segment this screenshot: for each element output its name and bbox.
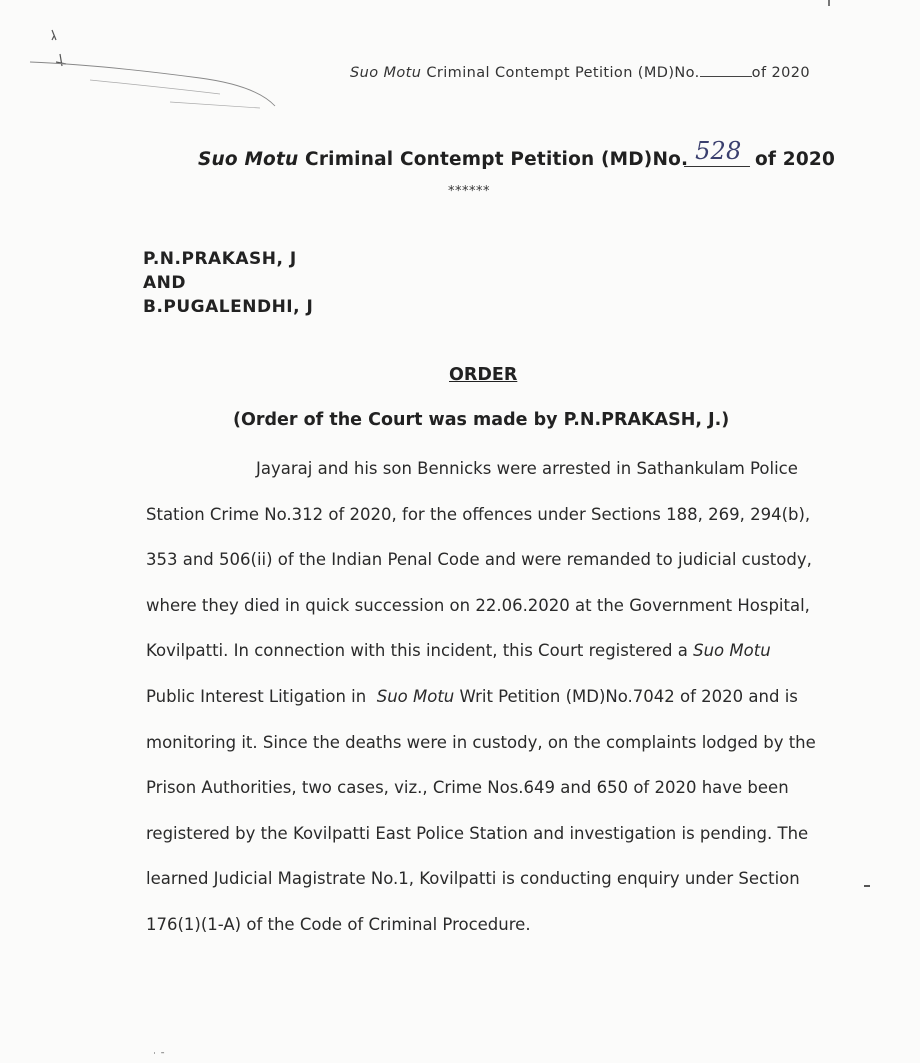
body-line-5 — [146, 628, 828, 674]
body-line: Prison Authorities, two cases, viz., Crime Nos.649 and 650 of 2020 have been — [146, 778, 789, 798]
body-line-text: Public Interest Litigation in — [146, 686, 367, 706]
judge-name: P.N.PRAKASH, J — [143, 249, 297, 269]
order-heading: ORDER — [449, 365, 518, 385]
body-line: Station Crime No.312 of 2020, for the offences under Sections 188, 269, 294(b), — [146, 504, 811, 524]
body-line: monitoring it. Since the deaths were in custody, on the complaints lodged by the — [146, 732, 816, 752]
petition-title — [198, 137, 836, 171]
body-line: registered by the Kovilpatti East Police Station and investigation is pending. The — [146, 823, 809, 843]
body-line: where they died in quick succession on 22.06.2020 at the Government Hospital, — [146, 595, 810, 615]
pen-scribble-mark — [20, 20, 300, 130]
body-line-text: Writ Petition (MD)No.7042 of 2020 and is — [459, 686, 798, 706]
top-ref-italic: Suo Motu — [350, 65, 422, 81]
judge-name: B.PUGALENDHI, J — [143, 297, 314, 317]
separator-stars: ****** — [448, 184, 490, 199]
body-line: learned Judicial Magistrate No.1, Kovilpatti is conducting enquiry under Section — [146, 869, 800, 889]
title-italic: Suo Motu — [198, 149, 299, 170]
judges-block — [143, 247, 313, 319]
top-ref-text: Criminal Contempt Petition (MD)No. — [426, 65, 700, 81]
order-subheading: (Order of the Court was made by P.N.PRAKASH, J.) — [233, 410, 730, 430]
order-body — [146, 446, 828, 948]
italic-suo-motu: Suo Motu — [693, 641, 771, 661]
margin-mark — [864, 885, 870, 887]
title-text: Criminal Contempt Petition (MD)No. — [305, 149, 689, 170]
handwritten-case-number: 528 — [688, 137, 748, 165]
body-line: 353 and 506(ii) of the Indian Penal Code and were remanded to judicial custody, — [146, 550, 812, 570]
bottom-mark: ˙ ˉ — [152, 1052, 166, 1063]
top-case-reference — [350, 65, 810, 81]
body-line-6 — [146, 674, 828, 720]
judges-conjunction: AND — [143, 273, 186, 293]
title-suffix: of 2020 — [754, 149, 836, 170]
italic-suo-motu: Suo Motu — [376, 686, 455, 706]
body-line: Jayaraj and his son Bennicks were arrested in Sathankulam Police — [256, 459, 798, 478]
blank-line — [700, 66, 752, 77]
body-line-text: Kovilpatti. In connection with this incident, this Court registered a — [146, 641, 688, 661]
corner-mark — [828, 0, 830, 6]
top-ref-suffix: of 2020 — [751, 65, 810, 81]
body-line: 176(1)(1-A) of the Code of Criminal Procedure. — [146, 914, 531, 934]
